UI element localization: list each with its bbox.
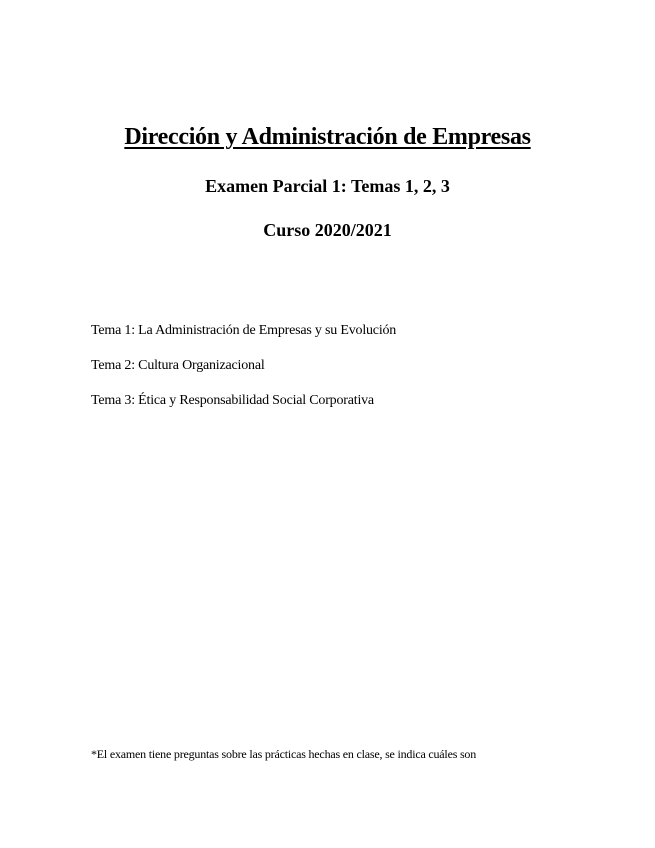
topic-item: Tema 2: Cultura Organizacional: [91, 358, 265, 373]
topic-list: [91, 321, 396, 426]
footnote: *El examen tiene preguntas sobre las prácticas hechas en clase, se indica cuáles son: [91, 747, 477, 761]
topic-item: Tema 3: Ética y Responsabilidad Social Corporativa: [91, 393, 374, 408]
topic-item: Tema 1: La Administración de Empresas y su Evolución: [91, 323, 397, 338]
course-year: Curso 2020/2021: [263, 220, 392, 240]
document-title: Dirección y Administración de Empresas: [124, 124, 531, 150]
exam-subtitle: Examen Parcial 1: Temas 1, 2, 3: [205, 176, 450, 196]
